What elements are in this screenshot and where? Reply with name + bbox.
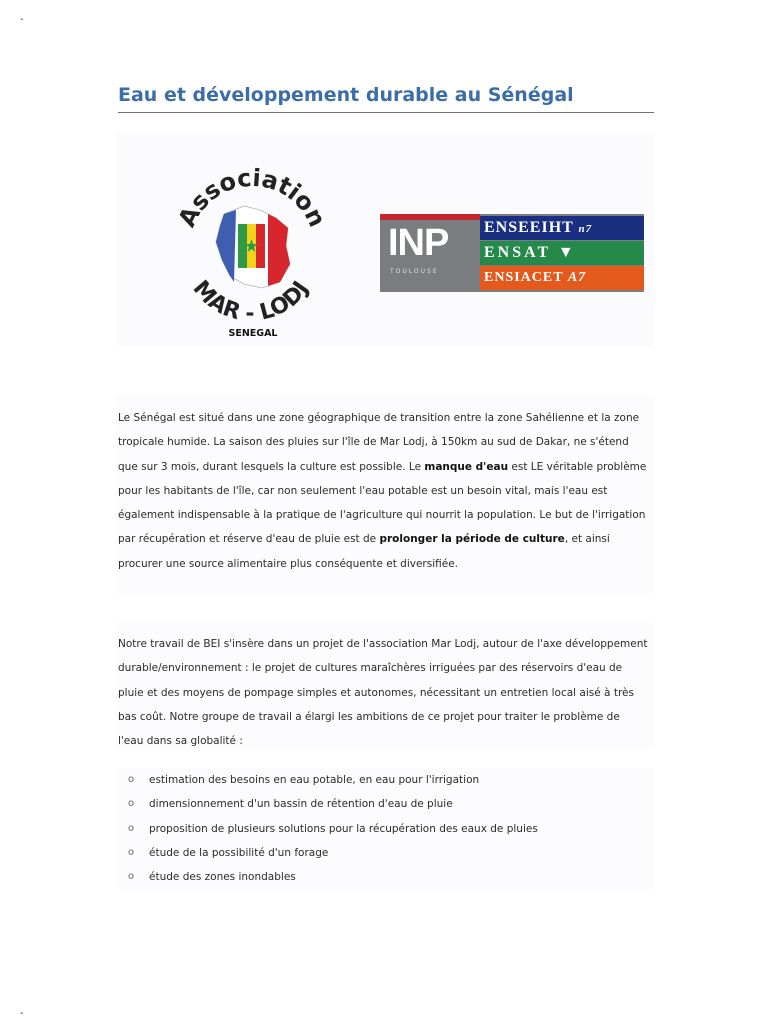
emphasis-extend-season: prolonger la période de culture — [379, 533, 565, 546]
list-item: o étude des zones inondables — [118, 865, 654, 889]
map-red-part — [268, 214, 290, 286]
inp-logo — [380, 214, 644, 292]
flag-red-stripe — [256, 224, 265, 268]
ensat-leaf-icon: ▼ — [557, 244, 577, 261]
intro-paragraph: Le Sénégal est situé dans une zone géographique de transition entre la zone Sahélienne et la zone tropicale humide. La saison des pluies sur l'île de Mar Lodj, à 150km au sud de Dakar, ne s'étend que sur 3 mois, durant lesquels la culture est possible. Le manque d'eau est LE véritable problème pour les habitants de l'île, car non seulement l'eau potable est un besoin vital, mais l'eau est également indispensable à la pratique de l'agriculture qui nourrit la population. Le but de l'irrigation par récupération et réserve d'eau de pluie est de prolonger la période de culture, et ainsi procurer une source alimentaire plus conséquente et diversifiée. — [118, 412, 647, 570]
project-paragraph: Notre travail de BEI s'insère dans un projet de l'association Mar Lodj, autour de l'axe développement durable/environnement : le projet de cultures maraîchères irriguées par des réservoirs d'eau de pluie et des moyens de pompage simples et autonomes, nécessitant un entretien local aisé à très bas coût. Notre groupe de travail a élargi les ambitions de ce projet pour traiter le problème de l'eau dans sa globalité : — [118, 638, 648, 748]
bullet-icon: o — [128, 798, 135, 810]
bullet-icon: o — [128, 871, 135, 883]
bullet-icon: o — [128, 846, 135, 858]
inp-sub-text: TOULOUSE — [390, 268, 439, 275]
flag-green-stripe — [238, 224, 247, 268]
association-country: SENEGAL — [228, 328, 278, 339]
inp-red-strip — [380, 214, 480, 220]
ensat-bar: ENSAT ▼ — [480, 241, 644, 265]
ensiacet-bar: ENSIACET A7 — [480, 266, 644, 290]
list-item: o proposition de plusieurs solutions pour la récupération des eaux de pluies — [118, 817, 654, 841]
association-arc-text: Associatio — [176, 166, 321, 232]
association-bottom-text: MAR - LODJ — [187, 276, 315, 327]
enseeiht-bar: ENSEEIHT n7 — [480, 216, 644, 240]
bullet-icon: o — [128, 822, 135, 834]
list-item: o estimation des besoins en eau potable, en eau pour l'irrigation — [118, 768, 654, 792]
inp-main-text: INP — [388, 222, 449, 264]
map-blue-part — [216, 210, 236, 282]
task-list — [118, 768, 654, 889]
list-item: o dimensionnement d'un bassin de rétention d'eau de pluie — [118, 792, 654, 816]
page-title: Eau et développement durable au Sénégal — [118, 84, 654, 113]
corner-mark-bottom: - — [20, 1008, 24, 1019]
list-item: o étude de la possibilité d'un forage — [118, 841, 654, 865]
emphasis-water-shortage: manque d'eau — [424, 460, 509, 473]
association-logo — [176, 166, 326, 344]
corner-mark-top: - — [20, 14, 24, 25]
bullet-icon: o — [128, 774, 135, 785]
